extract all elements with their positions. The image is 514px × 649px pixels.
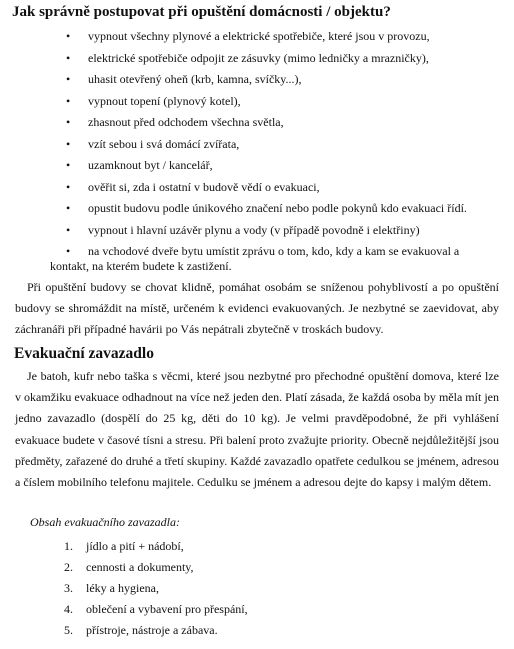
list-item <box>0 177 514 199</box>
list-item-text: jídlo a pití + nádobí, <box>86 539 184 553</box>
list-item-text: oblečení a vybavení pro přespání, <box>86 602 248 616</box>
list-item <box>0 91 514 113</box>
list-item-text: ověřit si, zda i ostatní v budově vědí o evakuaci, <box>88 179 320 194</box>
bullet-icon: • <box>66 136 71 151</box>
list-number: 4. <box>64 602 73 616</box>
list-item-text: elektrické spotřebiče odpojit ze zásuvky (mimo ledničky a mrazničky), <box>88 50 429 65</box>
list-item <box>0 69 514 91</box>
list-item-text: uzamknout byt / kancelář, <box>88 158 213 172</box>
list-item <box>0 536 514 557</box>
list-item <box>0 578 514 599</box>
list-item <box>0 26 514 48</box>
contents-label: Obsah evakuačního zavazadla: <box>30 515 180 529</box>
list-item <box>0 557 514 578</box>
paragraph-evacuation-luggage: Je batoh, kufr nebo taška s věcmi, které jsou nezbytné pro přechodné opuštění domova, které lze v okamžiku evakuace odhadnout na více než jeden den. Platí zásada, že každá osoba by měla mít jen jedno zavazadlo (dospělí do 25 kg, děti do 10 kg). Je velmi pravděpodobné, že při vyhlášení evakuace budete v časové tísni a stresu. Při balení proto zvažujte priority. Obecně nejdůležitější jsou předměty, zařazené do druhé a třetí skupiny. Každé zavazadlo opatřete cedulkou se jménem, adresou a číslem mobilního telefonu majitele. Cedulku se jménem a adresou dejte do kapsy i malým dětem. <box>15 369 499 490</box>
list-item-text: opustit budovu podle únikového značení nebo podle pokynů kdo evakuaci řídí. <box>88 201 467 215</box>
list-number: 3. <box>64 581 73 595</box>
bullet-icon: • <box>66 50 71 65</box>
list-item-text: vypnout topení (plynový kotel), <box>88 93 241 108</box>
section-heading-evacuation-procedure: Jak správně postupovat při opuštění domácnosti / objektu? <box>12 4 391 20</box>
bullet-icon: • <box>66 201 71 215</box>
list-item <box>0 220 514 242</box>
list-item <box>0 112 514 134</box>
list-item <box>0 155 514 177</box>
list-item-text: léky a hygiena, <box>86 581 159 595</box>
list-item-text: vzít sebou i svá domácí zvířata, <box>88 136 240 151</box>
list-number: 2. <box>64 560 73 574</box>
bullet-icon: • <box>66 179 71 194</box>
list-item-text: přístroje, nástroje a zábava. <box>86 623 218 637</box>
list-item-text: vypnout i hlavní uzávěr plynu a vody (v případě povodně i elektřiny) <box>88 222 420 237</box>
bullet-icon: • <box>66 115 71 129</box>
list-item-text: zhasnout před odchodem všechna světla, <box>88 115 284 129</box>
list-item-text: uhasit otevřený oheň (krb, kamna, svíčky...), <box>88 72 302 86</box>
list-item <box>0 134 514 156</box>
list-item <box>0 48 514 70</box>
list-number: 5. <box>64 623 73 637</box>
list-item-text: vypnout všechny plynové a elektrické spotřebiče, které jsou v provozu, <box>88 29 430 43</box>
list-item <box>0 620 514 641</box>
list-item-text: na vchodové dveře bytu umístit zprávu o tom, kdo, kdy a kam se evakuoval a <box>88 244 460 258</box>
luggage-contents-list <box>0 536 514 641</box>
bullet-icon: • <box>66 72 71 86</box>
list-item <box>0 198 514 220</box>
section-heading-evacuation-luggage: Evakuační zavazadlo <box>14 345 154 362</box>
evacuation-steps-list <box>0 26 514 263</box>
bullet-icon: • <box>66 93 71 108</box>
bullet-icon: • <box>66 158 71 172</box>
bullet-icon: • <box>66 29 71 43</box>
paragraph-after-leaving: Při opuštění budovy se chovat klidně, pomáhat osobám se sníženou pohyblivostí a po opuštění budovy se shromáždit na místě, určeném k evidenci evakuovaných. Je nezbytné se zaevidovat, aby záchranáři při případné havárii po Vás nepátrali zbytečně v troskách budovy. <box>15 280 499 337</box>
list-item-continuation: kontakt, na kterém budete k zastižení. <box>50 259 232 273</box>
bullet-icon: • <box>66 244 71 258</box>
list-item-text: cennosti a dokumenty, <box>86 560 194 574</box>
bullet-icon: • <box>66 222 71 237</box>
list-item <box>0 599 514 620</box>
list-number: 1. <box>64 539 73 553</box>
